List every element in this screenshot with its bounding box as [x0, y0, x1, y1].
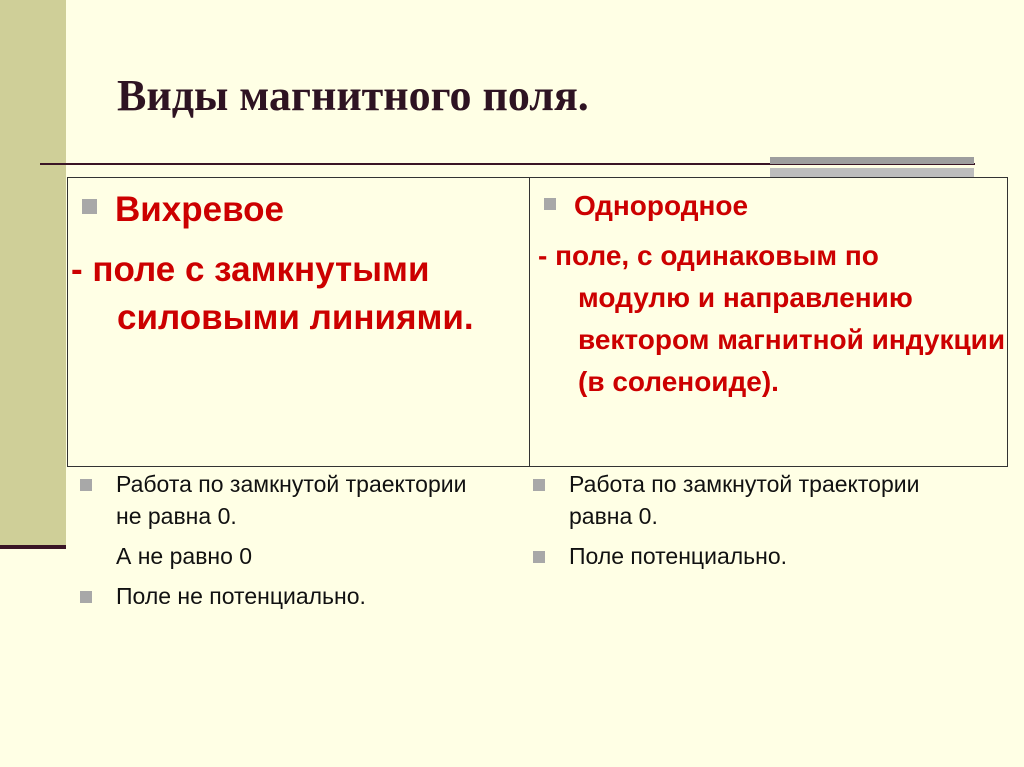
decorative-sidebar-line — [0, 545, 66, 549]
square-bullet-icon — [533, 479, 545, 491]
comparison-table — [67, 177, 1008, 467]
square-bullet-icon — [80, 479, 92, 491]
list-item: Поле не потенциально. — [80, 580, 480, 612]
list-item: Поле потенциально. — [533, 540, 953, 572]
uniform-properties-list — [533, 468, 953, 580]
uniform-heading — [544, 190, 748, 222]
uniform-definition-line1: - поле, с одинаковым по — [538, 240, 879, 271]
uniform-definition — [538, 235, 1008, 403]
square-bullet-icon — [533, 551, 545, 563]
vortex-heading — [82, 190, 284, 230]
vortex-definition-rest: силовыми линиями. — [117, 298, 474, 337]
title-accent-bar-shadow — [770, 168, 974, 177]
list-item: Работа по замкнутой траектории не равна 0. — [80, 468, 480, 532]
square-bullet-icon — [82, 199, 97, 214]
square-bullet-icon — [544, 198, 556, 210]
vortex-definition — [71, 246, 521, 342]
title-accent-bar — [770, 157, 974, 164]
page-title: Виды магнитного поля. — [117, 71, 589, 120]
cell-vortex — [68, 178, 530, 466]
uniform-definition-rest: модулю и направлению вектором магнитной индукции (в соленоиде). — [578, 282, 1006, 397]
vortex-properties-list — [80, 468, 480, 620]
list-item: Работа по замкнутой траектории равна 0. — [533, 468, 953, 532]
square-bullet-icon — [80, 591, 92, 603]
vortex-heading-text: Вихревое — [115, 190, 285, 229]
vortex-definition-line1: - поле с замкнутыми — [71, 250, 430, 289]
list-item: А не равно 0 — [116, 543, 253, 569]
decorative-sidebar — [0, 0, 66, 545]
uniform-heading-text: Однородное — [574, 190, 749, 221]
cell-uniform — [530, 178, 1007, 466]
